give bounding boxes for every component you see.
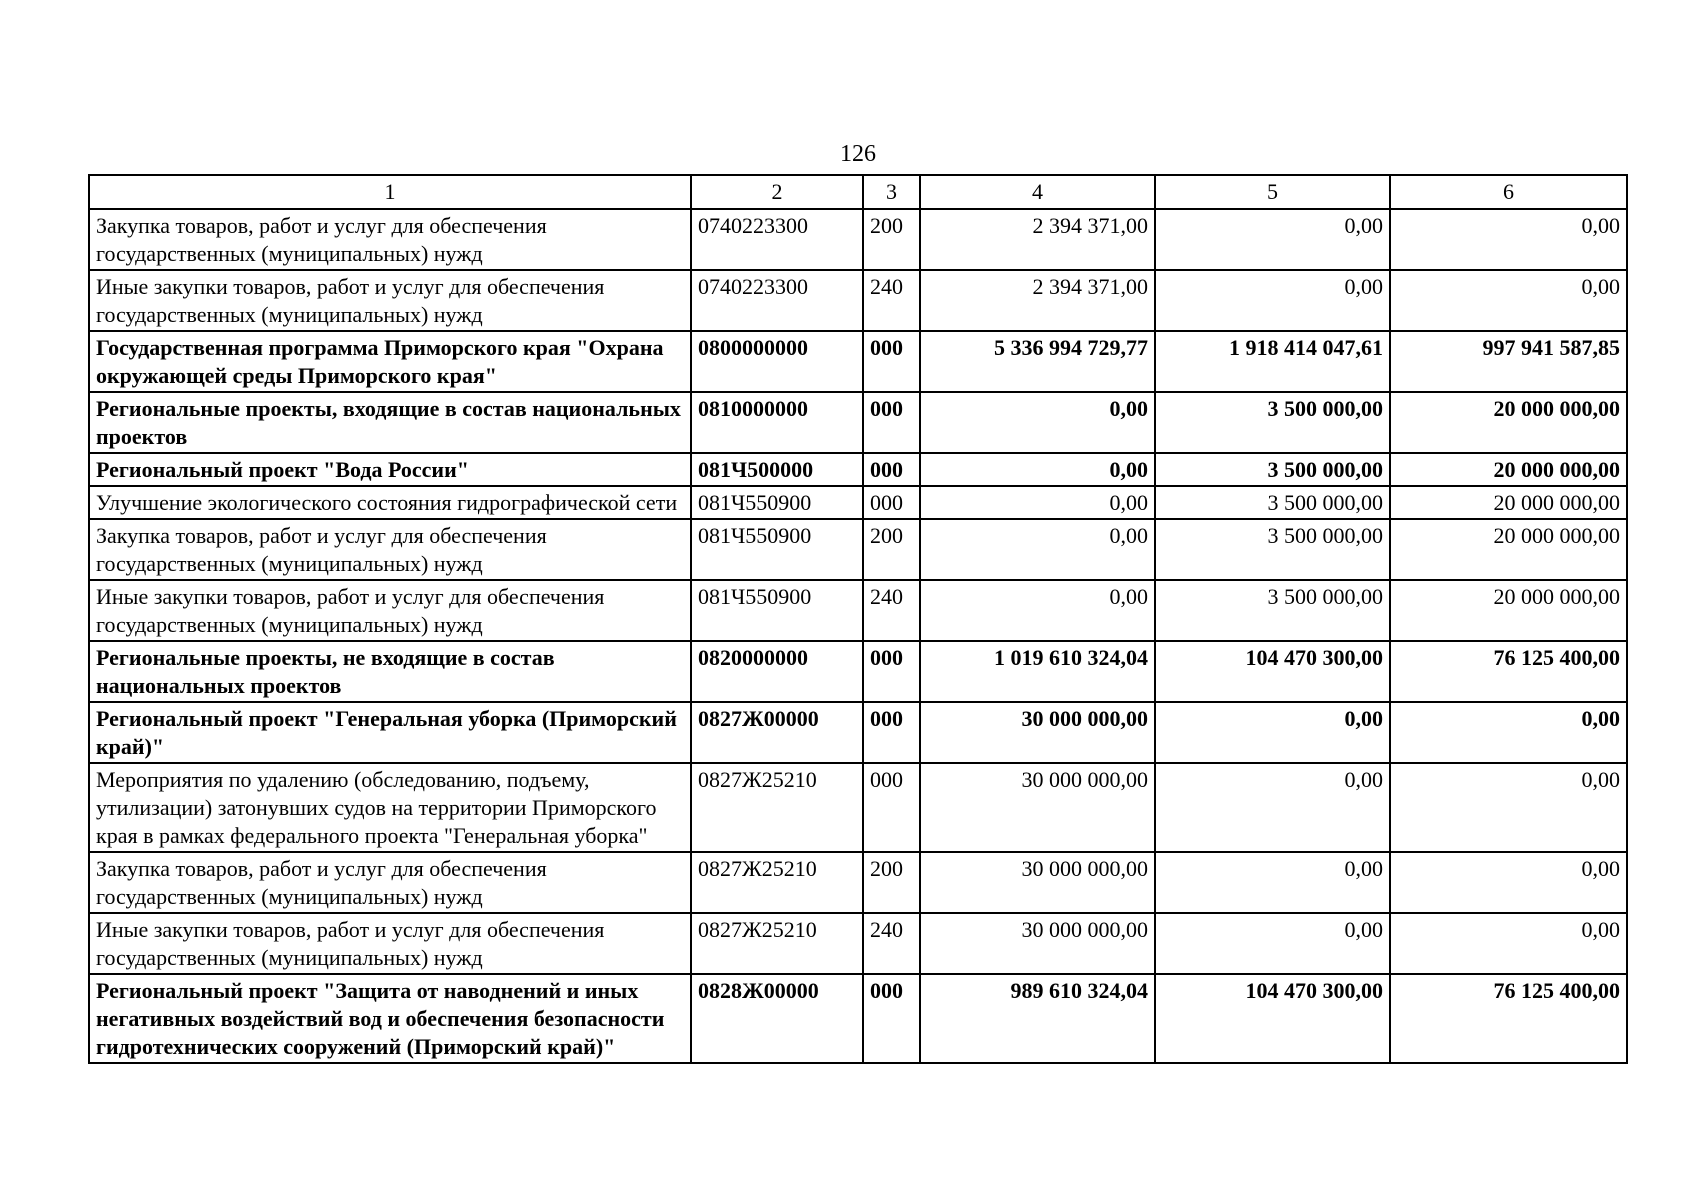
row-name: Закупка товаров, работ и услуг для обеспечения государственных (муниципальных) нужд	[89, 852, 691, 913]
row-value-col4: 2 394 371,00	[920, 270, 1155, 331]
row-value-col6: 20 000 000,00	[1390, 453, 1627, 486]
row-value-col6: 76 125 400,00	[1390, 974, 1627, 1063]
row-expense-type: 000	[863, 763, 920, 852]
row-value-col4: 1 019 610 324,04	[920, 641, 1155, 702]
table-row	[89, 392, 1627, 453]
budget-table	[88, 174, 1628, 1064]
row-value-col5: 104 470 300,00	[1155, 641, 1390, 702]
table-row	[89, 641, 1627, 702]
table-row	[89, 331, 1627, 392]
row-name: Иные закупки товаров, работ и услуг для обеспечения государственных (муниципальных) нужд	[89, 270, 691, 331]
row-value-col4: 0,00	[920, 486, 1155, 519]
row-value-col5: 3 500 000,00	[1155, 453, 1390, 486]
row-value-col6: 0,00	[1390, 913, 1627, 974]
row-expense-type: 000	[863, 641, 920, 702]
row-name: Иные закупки товаров, работ и услуг для обеспечения государственных (муниципальных) нужд	[89, 580, 691, 641]
row-value-col4: 0,00	[920, 519, 1155, 580]
row-code: 0810000000	[691, 392, 863, 453]
row-value-col5: 1 918 414 047,61	[1155, 331, 1390, 392]
row-code: 0827Ж25210	[691, 852, 863, 913]
row-code: 0827Ж00000	[691, 702, 863, 763]
row-expense-type: 000	[863, 974, 920, 1063]
row-expense-type: 240	[863, 270, 920, 331]
row-value-col6: 0,00	[1390, 763, 1627, 852]
row-expense-type: 000	[863, 486, 920, 519]
row-expense-type: 000	[863, 331, 920, 392]
row-expense-type: 200	[863, 852, 920, 913]
table-row	[89, 519, 1627, 580]
row-value-col4: 0,00	[920, 580, 1155, 641]
row-code: 0740223300	[691, 209, 863, 270]
row-expense-type: 000	[863, 702, 920, 763]
table-row	[89, 913, 1627, 974]
column-header: 6	[1390, 175, 1627, 209]
row-name: Региональные проекты, входящие в состав национальных проектов	[89, 392, 691, 453]
row-name: Государственная программа Приморского края "Охрана окружающей среды Приморского края"	[89, 331, 691, 392]
row-name: Мероприятия по удалению (обследованию, подъему, утилизации) затонувших судов на территории Приморского края в рамках федерального проекта "Генеральная уборка"	[89, 763, 691, 852]
row-expense-type: 000	[863, 392, 920, 453]
row-value-col5: 0,00	[1155, 270, 1390, 331]
row-value-col4: 989 610 324,04	[920, 974, 1155, 1063]
row-code: 0820000000	[691, 641, 863, 702]
row-code: 081Ч550900	[691, 486, 863, 519]
table-row	[89, 486, 1627, 519]
column-header: 3	[863, 175, 920, 209]
row-value-col6: 0,00	[1390, 852, 1627, 913]
row-name: Иные закупки товаров, работ и услуг для обеспечения государственных (муниципальных) нужд	[89, 913, 691, 974]
row-value-col4: 30 000 000,00	[920, 913, 1155, 974]
table-row	[89, 852, 1627, 913]
column-header: 5	[1155, 175, 1390, 209]
row-value-col4: 30 000 000,00	[920, 763, 1155, 852]
row-value-col4: 30 000 000,00	[920, 852, 1155, 913]
row-name: Региональные проекты, не входящие в состав национальных проектов	[89, 641, 691, 702]
table-row	[89, 270, 1627, 331]
row-value-col5: 3 500 000,00	[1155, 580, 1390, 641]
row-value-col4: 2 394 371,00	[920, 209, 1155, 270]
row-expense-type: 240	[863, 580, 920, 641]
column-header: 1	[89, 175, 691, 209]
row-value-col6: 0,00	[1390, 209, 1627, 270]
row-value-col4: 5 336 994 729,77	[920, 331, 1155, 392]
row-value-col5: 3 500 000,00	[1155, 519, 1390, 580]
row-expense-type: 200	[863, 209, 920, 270]
row-expense-type: 000	[863, 453, 920, 486]
row-value-col5: 0,00	[1155, 702, 1390, 763]
header-row	[89, 175, 1627, 209]
table-row	[89, 453, 1627, 486]
row-value-col5: 104 470 300,00	[1155, 974, 1390, 1063]
row-value-col5: 0,00	[1155, 763, 1390, 852]
row-code: 081Ч550900	[691, 580, 863, 641]
row-code: 081Ч500000	[691, 453, 863, 486]
table-row	[89, 209, 1627, 270]
row-value-col5: 0,00	[1155, 852, 1390, 913]
row-name: Региональный проект "Генеральная уборка (Приморский край)"	[89, 702, 691, 763]
row-name: Закупка товаров, работ и услуг для обеспечения государственных (муниципальных) нужд	[89, 519, 691, 580]
row-name: Улучшение экологического состояния гидрографической сети	[89, 486, 691, 519]
row-code: 0828Ж00000	[691, 974, 863, 1063]
row-value-col4: 30 000 000,00	[920, 702, 1155, 763]
table-row	[89, 974, 1627, 1063]
row-name: Закупка товаров, работ и услуг для обеспечения государственных (муниципальных) нужд	[89, 209, 691, 270]
row-code: 0740223300	[691, 270, 863, 331]
row-value-col5: 3 500 000,00	[1155, 486, 1390, 519]
table-row	[89, 580, 1627, 641]
row-value-col6: 20 000 000,00	[1390, 580, 1627, 641]
row-value-col5: 0,00	[1155, 209, 1390, 270]
row-expense-type: 240	[863, 913, 920, 974]
row-value-col6: 0,00	[1390, 270, 1627, 331]
column-header: 2	[691, 175, 863, 209]
row-value-col5: 3 500 000,00	[1155, 392, 1390, 453]
column-header: 4	[920, 175, 1155, 209]
page-number: 126	[840, 141, 876, 167]
row-name: Региональный проект "Защита от наводнений и иных негативных воздействий вод и обеспечения безопасности гидротехнических сооружений (Приморский край)"	[89, 974, 691, 1063]
row-value-col4: 0,00	[920, 392, 1155, 453]
row-value-col6: 20 000 000,00	[1390, 519, 1627, 580]
row-value-col6: 997 941 587,85	[1390, 331, 1627, 392]
row-name: Региональный проект "Вода России"	[89, 453, 691, 486]
table-row	[89, 763, 1627, 852]
row-value-col6: 76 125 400,00	[1390, 641, 1627, 702]
row-value-col6: 20 000 000,00	[1390, 486, 1627, 519]
row-code: 0827Ж25210	[691, 763, 863, 852]
row-value-col5: 0,00	[1155, 913, 1390, 974]
table-row	[89, 702, 1627, 763]
row-code: 0800000000	[691, 331, 863, 392]
row-value-col4: 0,00	[920, 453, 1155, 486]
row-value-col6: 0,00	[1390, 702, 1627, 763]
row-expense-type: 200	[863, 519, 920, 580]
row-code: 0827Ж25210	[691, 913, 863, 974]
row-value-col6: 20 000 000,00	[1390, 392, 1627, 453]
row-code: 081Ч550900	[691, 519, 863, 580]
